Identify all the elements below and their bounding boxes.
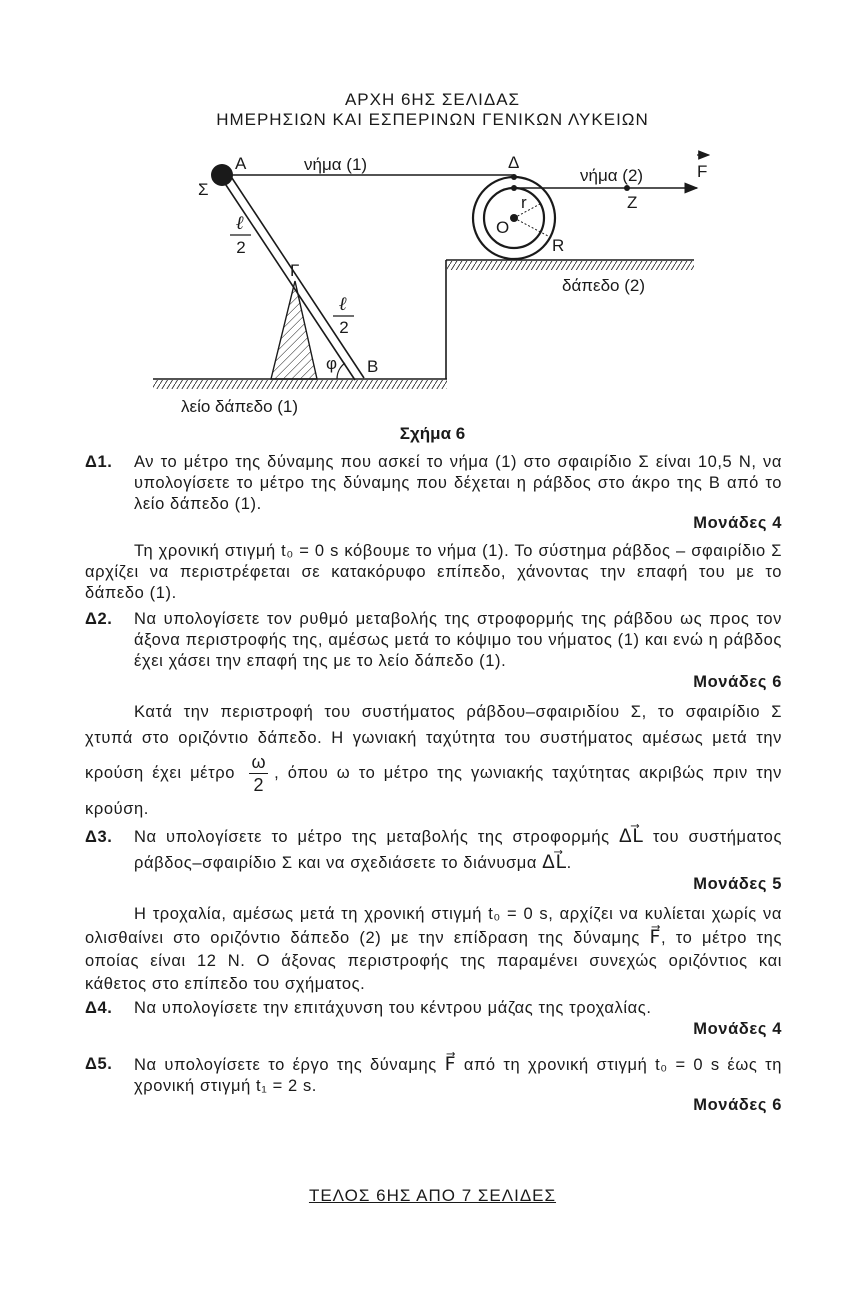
- question-d3: [85, 824, 782, 876]
- label-r: r: [521, 193, 527, 212]
- ground-2: [446, 260, 694, 270]
- label-string-1: νήμα (1): [304, 155, 368, 174]
- label-2-upper: 2: [236, 238, 246, 257]
- delta-l-symbol: ΔL⃗: [542, 852, 567, 873]
- paragraph-3-part-1: Η τροχαλία, αμέσως μετά τη χρονική στιγμή t₀ = 0 s, αρχίζει να κυλίεται χωρίς να ολισθαίνει στο οριζόντιο δάπεδο (2) με την επίδραση της δύναμης: [85, 905, 782, 947]
- paragraph-1: Τη χρονική στιγμή t₀ = 0 s κόβουμε το νήμα (1). Το σύστημα ράβδος – σφαιρίδιο Σ αρχίζει να περιστρέφεται σε κατακόρυφο επίπεδο, χάνοντας την επαφή του με το δάπεδο (1).: [85, 542, 782, 602]
- label-sigma: Σ: [198, 180, 209, 199]
- footer-text: ΤΕΛΟΣ 6ΗΣ ΑΠΟ 7 ΣΕΛΙΔΕΣ: [308, 1186, 557, 1205]
- label-delta: Δ: [508, 153, 520, 172]
- point-z: [624, 185, 630, 191]
- label-phi: φ: [326, 354, 338, 373]
- question-text: Να υπολογίσετε την επιτάχυνση του κέντρου μάζας της τροχαλίας.: [134, 999, 652, 1017]
- question-label: Δ4.: [85, 999, 113, 1017]
- question-text-part-2: από τη χρονική στιγμή t₀ = 0 s έως τη χρονική στιγμή t₁ = 2 s.: [134, 1056, 783, 1095]
- label-o: O: [496, 218, 510, 237]
- label-dapedo-1: λείο δάπεδο (1): [181, 397, 299, 416]
- question-text: Αν το μέτρο της δύναμης που ασκεί το νήμα (1) στο σφαιρίδιο Σ είναι 10,5 Ν, να υπολογίσετε το μέτρο της δύναμης που δέχεται η ράβδος στο άκρο της Β από το λείο δάπεδο (1).: [134, 453, 782, 513]
- question-d4: [85, 998, 782, 1019]
- physics-figure: [0, 140, 865, 430]
- label-string-2: νήμα (2): [580, 166, 644, 185]
- force-f-symbol: F⃗: [444, 1054, 457, 1075]
- question-d2: [85, 609, 782, 672]
- header-line-1: ΑΡΧΗ 6ΗΣ ΣΕΛΙΔΑΣ: [344, 90, 521, 109]
- pulley: [473, 174, 555, 259]
- fraction-omega-half: [249, 751, 268, 796]
- label-gamma: Γ: [290, 261, 300, 280]
- paragraph-3-part-2: , το μέτρο της οποίας είναι 12 Ν. Ο άξονας περιστροφής της παραμένει συνεχώς οριζόντιος και κάθετος στο επίπεδο του σχήματος.: [85, 929, 782, 993]
- question-text: [134, 824, 782, 876]
- label-l-upper: ℓ: [235, 212, 245, 234]
- marks-d2: Μονάδες 6: [693, 673, 782, 691]
- delta-l-symbol: ΔL⃗: [619, 826, 644, 847]
- question-text-part-1: Να υπολογίσετε το μέτρο της μεταβολής της στροφορμής: [134, 828, 610, 846]
- paragraph-2-part-2: , όπου ω το μέτρο της γωνιακής ταχύτητας ακριβώς πριν την κρούση.: [85, 763, 783, 818]
- question-label: Δ2.: [85, 610, 113, 628]
- question-text-part-3: .: [566, 854, 572, 872]
- marks-d5: Μονάδες 6: [693, 1096, 782, 1114]
- label-z: Z: [627, 193, 638, 212]
- paragraph-2-part-1: Κατά την περιστροφή του συστήματος ράβδου–σφαιριδίου Σ, το σφαιρίδιο Σ χτυπά στο οριζόντιο δάπεδο. Η γωνιακή ταχύτητα του συστήματος αμέσως μετά την κρούση έχει μέτρο: [85, 703, 782, 782]
- label-force: F: [697, 162, 708, 181]
- angle-arc: [337, 363, 345, 379]
- page-footer: [0, 1186, 865, 1206]
- label-dapedo-2: δάπεδο (2): [562, 276, 646, 295]
- page-header: [0, 90, 865, 130]
- fraction-numerator: ω: [251, 752, 267, 772]
- question-label: Δ3.: [85, 828, 113, 846]
- question-d1: [85, 452, 782, 515]
- label-2-lower: 2: [339, 318, 349, 337]
- header-line-2: ΗΜΕΡΗΣΙΩΝ ΚΑΙ ΕΣΠΕΡΙΝΩΝ ΓΕΝΙΚΩΝ ΛΥΚΕΙΩΝ: [216, 110, 649, 129]
- marks-d1: Μονάδες 4: [693, 514, 782, 532]
- paragraph-2: [85, 699, 782, 822]
- question-text-part-1: Να υπολογίσετε το έργο της δύναμης: [134, 1056, 437, 1074]
- question-label: Δ1.: [85, 453, 113, 471]
- marks-d4: Μονάδες 4: [693, 1020, 782, 1038]
- fraction-denominator: 2: [253, 775, 265, 795]
- marks-d3: Μονάδες 5: [693, 875, 782, 893]
- label-a: Α: [235, 154, 247, 173]
- label-big-r: R: [552, 236, 565, 255]
- figure-caption: Σχήμα 6: [399, 424, 466, 443]
- question-text: [134, 1054, 782, 1097]
- question-d5: [85, 1054, 782, 1097]
- question-label: Δ5.: [85, 1055, 113, 1073]
- question-text-part-2: του συστήματος ράβδος–σφαιρίδιο Σ και να σχεδιάσετε το διάνυσμα: [134, 828, 782, 872]
- ground-1: [153, 379, 447, 389]
- force-f-symbol: F⃗: [649, 927, 662, 948]
- label-l-lower: ℓ: [338, 293, 348, 315]
- label-b: B: [367, 357, 379, 376]
- question-text: Να υπολογίσετε τον ρυθμό μεταβολής της στροφορμής της ράβδου ως προς τον άξονα περιστροφής της, αμέσως μετά το κόψιμο του νήματος (1) και ενώ η ράβδος έχει χάσει την επαφή της με το λείο δάπεδο (1).: [134, 610, 782, 670]
- paragraph-3: [85, 903, 782, 996]
